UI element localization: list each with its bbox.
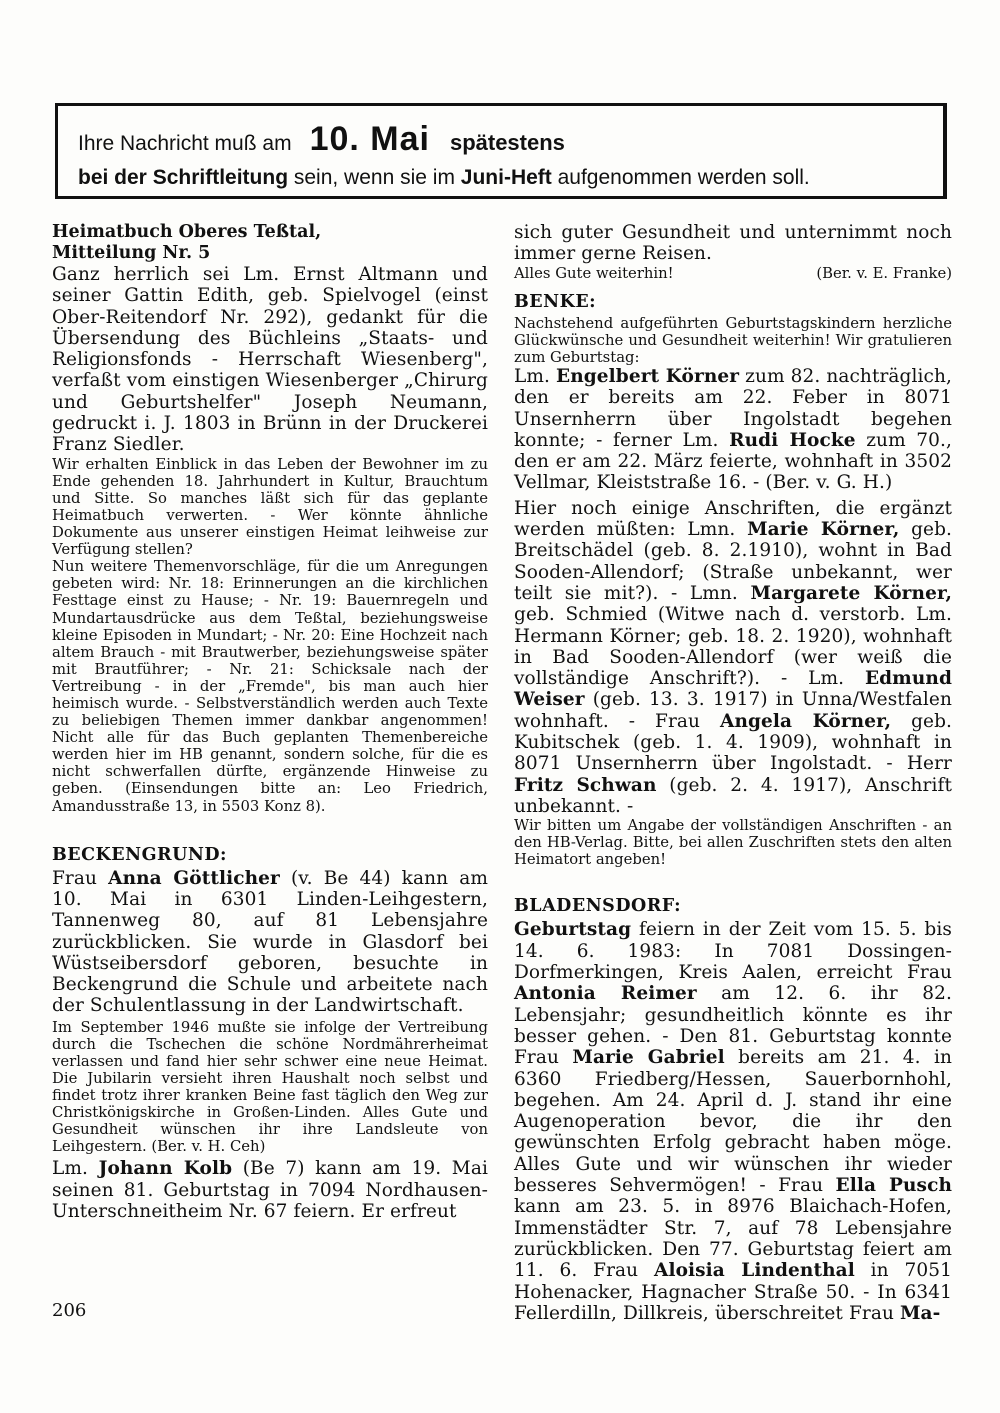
deadline-date: 10. Mai <box>309 120 430 158</box>
deadline-line-2 <box>78 166 810 190</box>
text: Lm. <box>514 365 557 387</box>
text: (v. Be 44) kann am 10. Mai in 6301 Linden-Leihgestern, Tannenweg 80, auf 81 Lebensjahre zurückblicken. Sie wurde in Glasdorf bei Wüstseibersdorf geboren, besuchte in Beckengrund die Schule und arbeitete nach der Schulentlassung in der Landwirtschaft. <box>52 867 488 1017</box>
person-name: Marie Gabriel <box>572 1047 725 1069</box>
paragraph: Im September 1946 mußte sie infolge der Vertreibung durch die Tschechen die schöne Nordmährerheimat verlassen und fand hier sehr schwer eine neue Heimat. Die Jubilarin versieht ihren Haushalt noch selbst und findet trotz ihrer kranken Beine fast täglich den Weg zur Christkönigskirche in Großen-Linden. Alles Gute und Gesundheit wünschen ihr ihre Landsleute von Leihgestern. (Ber. v. H. Ceh) <box>52 1018 488 1156</box>
notice-text: Ihre Nachricht muß am <box>78 132 292 155</box>
paragraph: Wir bitten um Angabe der vollständigen Anschriften - an den HB-Verlag. Bitte, bei allen Zuschriften stets den alten Heimatort angeben! <box>514 817 952 869</box>
person-name: Engelbert Körner <box>556 365 740 387</box>
paragraph: Nachstehend aufgeführten Geburtstagskindern herzliche Glückwünsche und Gesundheit weiterhin! Wir gratulieren zum Geburtstag: <box>514 314 952 366</box>
text: Hier noch einige Anschriften, die ergänzt werden müßten: Lmn. <box>514 497 952 541</box>
paragraph: Nun weitere Themenvorschläge, für die um Anregungen gebeten wird: Nr. 18: Erinnerungen an die kirchlichen Festtage einst zu Hause; - Nr. 19: Bauernregeln und Mundartausdrücke aus dem Teßtal, beziehungsweise kleine Episoden in Mundart; - Nr. 20: Eine Hochzeit nach altem Brauch - mit Brautwerber, beziehungsweise später mit Brautführer; - Nr. 21: Schicksale nach der Vertreibung - in der „Fremde", bis man auch hier heimisch wurde. - Selbstverständlich werden auch Texte zu beliebigen Themen immer dankbar angenommen! Nicht alle für das Buch geplanten Themenbereiche werden hier im HB genannt, sondern solche, für die es nicht schwerfallen dürfte, ergänzende Hinweise zu geben. (Einsendungen bitte an: Leo Friedrich, Amandusstraße 13, in 5503 Konz 8). <box>52 558 488 815</box>
paragraph: sich guter Gesundheit und unternimmt noch immer gerne Reisen. <box>514 222 952 265</box>
text: in 7051 Hohenacker, Hagnacher Straße 50. - In 6341 Fellerdilln, Dillkreis, überschreitet Frau <box>514 1260 952 1324</box>
paragraph <box>52 1158 488 1222</box>
person-name: Marie Körner, <box>747 519 900 541</box>
paragraph <box>514 919 952 1324</box>
text: (Be 7) kann am 19. Mai seinen 81. Geburtstag in 7094 Nordhausen-Unterschneitheim Nr. 67 feiern. Er erfreut <box>52 1158 488 1223</box>
text: geb. Kubitschek (geb. 1. 4. 1909), wohnhaft in 8071 Unsernherrn über Ingolstadt. - Herr <box>514 710 952 775</box>
section-subheading: Mitteilung Nr. 5 <box>52 243 211 263</box>
person-name: Margarete Körner, <box>750 582 952 604</box>
person-name: Ella Pusch <box>835 1175 952 1197</box>
section-heading: BLADENSDORF: <box>514 896 682 917</box>
person-name: Antonia Reimer <box>514 983 697 1005</box>
notice-text: aufgenommen werden soll. <box>551 166 810 189</box>
text: Lm. <box>52 1158 99 1180</box>
page-number: 206 <box>52 1300 87 1321</box>
paragraph: Wir erhalten Einblick in das Leben der Bewohner im zu Ende gehenden 18. Jahrhundert in Kultur, Brauchtum und Sitte. So manches läßt sich für das geplante Heimatbuch verwerten. - Wer könnte ähnliche Dokumente aus unserer einstigen Heimat leihweise zur Verfügung stellen? <box>52 455 488 559</box>
text: geb. Breitschädel (geb. 8. 2.1910), wohnt in Bad Sooden-Allendorf; (Straße unbekannt, wer teilt sie mit?). - Lmn. <box>514 519 952 604</box>
text: feiern in der Zeit vom 15. 5. bis 14. 6. 1983: In 7081 Dossingen-Dorfmerkingen, Kreis Aalen, erreicht Frau <box>514 919 952 984</box>
text: (geb. 2. 4. 1917), Anschrift unbekannt. - <box>514 774 952 817</box>
paragraph <box>514 366 952 494</box>
text: (geb. 13. 3. 1917) in Unna/Westfalen wohnhaft. - Frau <box>514 689 952 732</box>
text: geb. Schmied (Witwe nach d. verstorb. Lm. Hermann Körner; geb. 18. 2. 1920), wohnhaft in Bad Sooden-Allendorf (wer weiß die vollständige Anschrift?). - Lm. <box>514 604 952 690</box>
notice-text: Juni-Heft <box>460 166 552 189</box>
left-column <box>52 222 488 1222</box>
right-column <box>514 222 952 1324</box>
section-heading: BECKENGRUND: <box>52 844 227 865</box>
person-name: Edmund Weiser <box>514 668 952 711</box>
section-heading: Heimatbuch Oberes Teßtal, <box>52 222 322 242</box>
text: bereits am 21. 4. in 6360 Friedberg/Hessen, Sauerbornhohl, begehen. Am 24. April d. J. stand ihr eine Augenoperation bevor, die ihr den gewünschten Erfolg gebracht haben möge. Alles Gute und wir wünschen ihr wieder besseres Sehvermögen! - Frau <box>514 1047 953 1197</box>
deadline-notice-box <box>55 103 947 199</box>
notice-text: sein, wenn sie im <box>288 166 461 189</box>
person-name: Ma- <box>899 1302 941 1324</box>
paragraph: Ganz herrlich sei Lm. Ernst Altmann und seiner Gattin Edith, geb. Spielvogel (einst Ober-Reitendorf Nr. 292), gedankt für die Übersendung des Büchleins „Staats- und Religionsfonds - Herrschaft Wiesenberg", verfaßt vom einstigen Wiesenberger „Chirurg und Geburtshelfer" Joseph Neumann, gedruckt i. J. 1803 in Brünn in der Druckerei Franz Siedler. <box>52 264 488 456</box>
person-name: Aloisia Lindenthal <box>653 1260 855 1282</box>
emphasis: Geburtstag <box>514 919 632 941</box>
text: kann am 23. 5. in 8976 Blaichach-Hofen, Immenstädter Str. 7, auf 78 Lebensjahre zurückblicken. Den 77. Geburtstag feiert am 11. 6. Frau <box>514 1196 952 1282</box>
person-name: Angela Körner, <box>720 710 892 732</box>
paragraph <box>52 868 488 1017</box>
text: Frau <box>52 867 109 889</box>
credit-line <box>514 265 952 282</box>
deadline-line-1 <box>78 120 565 159</box>
person-name: Anna Göttlicher <box>108 867 280 889</box>
text: Alles Gute weiterhin! <box>514 264 674 282</box>
author-credit: (Ber. v. E. Franke) <box>816 264 952 282</box>
paragraph <box>514 498 952 817</box>
text: am 12. 6. ihr 82. Lebensjahr; gesundheitlich könnte es ihr besser gehen. - Den 81. Geburtstag konnte Frau <box>514 983 952 1069</box>
section-heading: BENKE: <box>514 291 597 312</box>
text: zum 82. nachträglich, den er bereits am 22. Feber in 8071 Unsernherrn über Ingolstadt begehen konnte; - ferner Lm. <box>514 365 952 451</box>
text: zum 70., den er am 22. März feierte, wohnhaft in 3502 Vellmar, Kleiststraße 16. - (Ber. v. G. H.) <box>514 429 952 494</box>
notice-text: bei der Schriftleitung <box>78 166 289 189</box>
person-name: Fritz Schwan <box>514 774 657 796</box>
person-name: Rudi Hocke <box>729 429 856 451</box>
person-name: Johann Kolb <box>98 1158 233 1180</box>
notice-text: spätestens <box>449 130 565 155</box>
